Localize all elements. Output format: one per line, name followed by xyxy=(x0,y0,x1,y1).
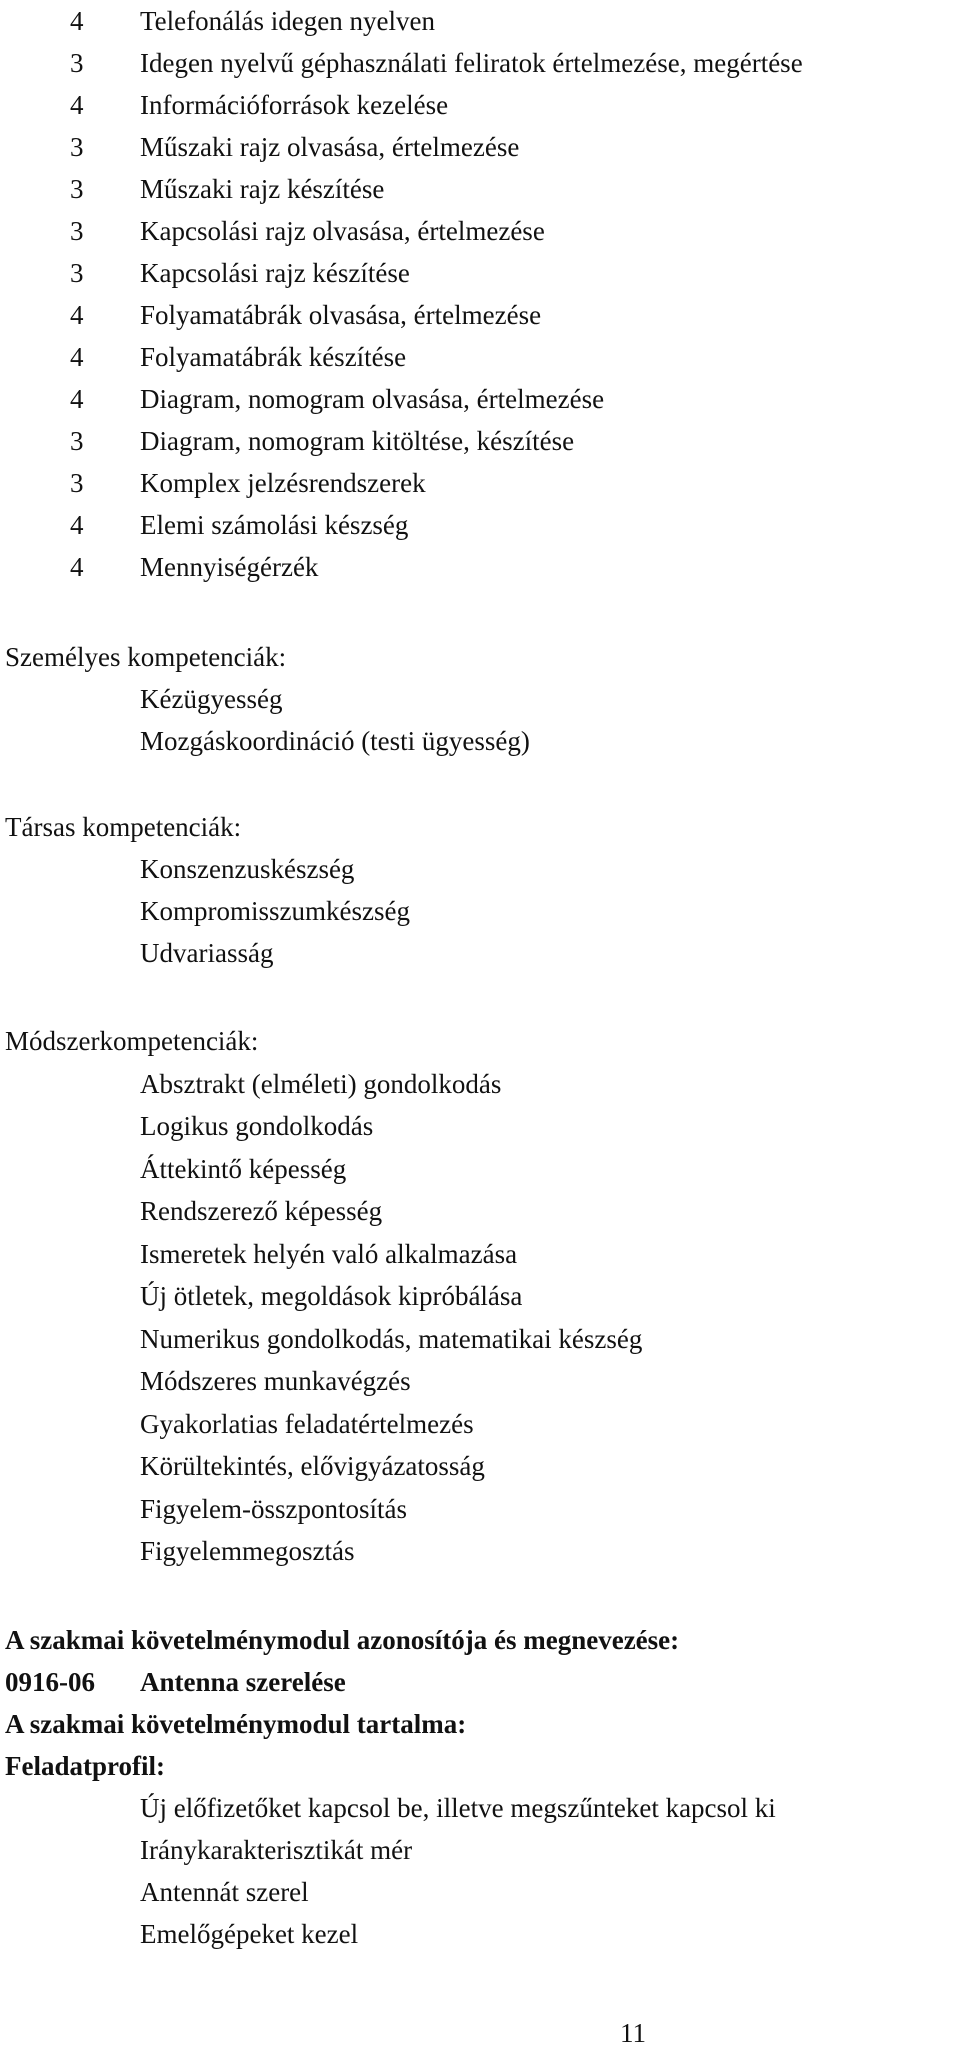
list-item xyxy=(0,1360,955,1402)
list-item xyxy=(0,1190,955,1232)
skill-level: 4 xyxy=(70,6,84,36)
skill-level: 4 xyxy=(70,300,84,330)
list-item xyxy=(0,1871,955,1913)
skill-row xyxy=(0,378,955,420)
module-content-heading-text: A szakmai követelménymodul tartalma: xyxy=(5,1709,467,1739)
task-item: Új előfizetőket kapcsol be, illetve megszűnteket kapcsol ki xyxy=(140,1793,776,1823)
skill-level: 3 xyxy=(70,48,84,78)
skill-text: Műszaki rajz készítése xyxy=(140,174,385,204)
list-item xyxy=(0,1530,955,1572)
skill-level: 4 xyxy=(70,510,84,540)
social-heading: Társas kompetenciák: xyxy=(5,812,242,842)
list-item xyxy=(0,1403,955,1445)
skill-row xyxy=(0,84,955,126)
skill-row xyxy=(0,252,955,294)
method-item: Áttekintő képesség xyxy=(140,1154,347,1184)
skill-level: 3 xyxy=(70,132,84,162)
method-heading: Módszerkompetenciák: xyxy=(5,1026,259,1056)
list-item xyxy=(0,1445,955,1487)
skill-row xyxy=(0,420,955,462)
skill-text: Kapcsolási rajz készítése xyxy=(140,258,410,288)
task-item: Antennát szerel xyxy=(140,1877,309,1907)
skill-level: 4 xyxy=(70,342,84,372)
personal-item: Mozgáskoordináció (testi ügyesség) xyxy=(140,726,530,756)
skill-level: 4 xyxy=(70,90,84,120)
skill-row xyxy=(0,336,955,378)
module-name: Antenna szerelése xyxy=(140,1667,346,1697)
task-item: Emelőgépeket kezel xyxy=(140,1919,359,1949)
method-item: Gyakorlatias feladatértelmezés xyxy=(140,1409,474,1439)
method-item: Rendszerező képesség xyxy=(140,1196,383,1226)
list-item xyxy=(0,1275,955,1317)
skill-text: Elemi számolási készség xyxy=(140,510,409,540)
list-item xyxy=(0,932,955,974)
skill-row xyxy=(0,0,955,42)
skill-text: Folyamatábrák készítése xyxy=(140,342,407,372)
list-item xyxy=(0,890,955,932)
method-item: Módszeres munkavégzés xyxy=(140,1366,411,1396)
skill-level: 3 xyxy=(70,258,84,288)
list-item xyxy=(0,1913,955,1955)
method-item: Figyelem-összpontosítás xyxy=(140,1494,407,1524)
personal-item: Kézügyesség xyxy=(140,684,283,714)
skill-level: 3 xyxy=(70,216,84,246)
task-item: Iránykarakterisztikát mér xyxy=(140,1835,413,1865)
skill-text: Folyamatábrák olvasása, értelmezése xyxy=(140,300,542,330)
personal-heading: Személyes kompetenciák: xyxy=(5,642,287,672)
skill-row xyxy=(0,546,955,588)
skill-level: 4 xyxy=(70,384,84,414)
method-item: Ismeretek helyén való alkalmazása xyxy=(140,1239,518,1269)
list-item xyxy=(0,1318,955,1360)
skill-level: 3 xyxy=(70,468,84,498)
skill-row xyxy=(0,294,955,336)
skill-text: Mennyiségérzék xyxy=(140,552,319,582)
skill-level: 3 xyxy=(70,174,84,204)
skill-text: Műszaki rajz olvasása, értelmezése xyxy=(140,132,520,162)
skill-text: Információforrások kezelése xyxy=(140,90,449,120)
section-heading-social xyxy=(0,806,955,848)
skill-row xyxy=(0,462,955,504)
task-profile-heading-text: Feladatprofil: xyxy=(5,1751,165,1781)
module-content-heading xyxy=(0,1703,955,1745)
list-item xyxy=(0,1488,955,1530)
section-heading-method xyxy=(0,1020,955,1062)
list-item xyxy=(0,1148,955,1190)
list-item xyxy=(0,1829,955,1871)
module-code-row xyxy=(0,1661,955,1703)
social-item: Kompromisszumkészség xyxy=(140,896,410,926)
task-profile-heading xyxy=(0,1745,955,1787)
list-item xyxy=(0,1105,955,1147)
method-item: Körültekintés, elővigyázatosság xyxy=(140,1451,485,1481)
skill-row xyxy=(0,504,955,546)
skill-text: Kapcsolási rajz olvasása, értelmezése xyxy=(140,216,545,246)
section-heading-personal xyxy=(0,636,955,678)
method-item: Logikus gondolkodás xyxy=(140,1111,374,1141)
list-item xyxy=(0,848,955,890)
skill-text: Diagram, nomogram kitöltése, készítése xyxy=(140,426,575,456)
method-item: Absztrakt (elméleti) gondolkodás xyxy=(140,1069,502,1099)
skill-row xyxy=(0,168,955,210)
skill-level: 4 xyxy=(70,552,84,582)
page-number: 11 xyxy=(620,2018,646,2048)
skill-text: Idegen nyelvű géphasználati feliratok értelmezése, megértése xyxy=(140,48,803,78)
module-code: 0916-06 xyxy=(5,1667,95,1697)
list-item xyxy=(0,1787,955,1829)
module-id-heading-text: A szakmai követelménymodul azonosítója és megnevezése: xyxy=(5,1625,680,1655)
method-item: Numerikus gondolkodás, matematikai készség xyxy=(140,1324,643,1354)
social-item: Konszenzuskészség xyxy=(140,854,355,884)
list-item xyxy=(0,1233,955,1275)
skill-text: Telefonálás idegen nyelven xyxy=(140,6,435,36)
social-item: Udvariasság xyxy=(140,938,274,968)
skill-row xyxy=(0,126,955,168)
method-item: Figyelemmegosztás xyxy=(140,1536,355,1566)
skill-text: Diagram, nomogram olvasása, értelmezése xyxy=(140,384,605,414)
list-item xyxy=(0,720,955,762)
skill-row xyxy=(0,210,955,252)
skill-text: Komplex jelzésrendszerek xyxy=(140,468,426,498)
list-item xyxy=(0,1063,955,1105)
list-item xyxy=(0,678,955,720)
module-id-heading xyxy=(0,1619,955,1661)
skill-row xyxy=(0,42,955,84)
skill-level: 3 xyxy=(70,426,84,456)
method-item: Új ötletek, megoldások kipróbálása xyxy=(140,1281,523,1311)
